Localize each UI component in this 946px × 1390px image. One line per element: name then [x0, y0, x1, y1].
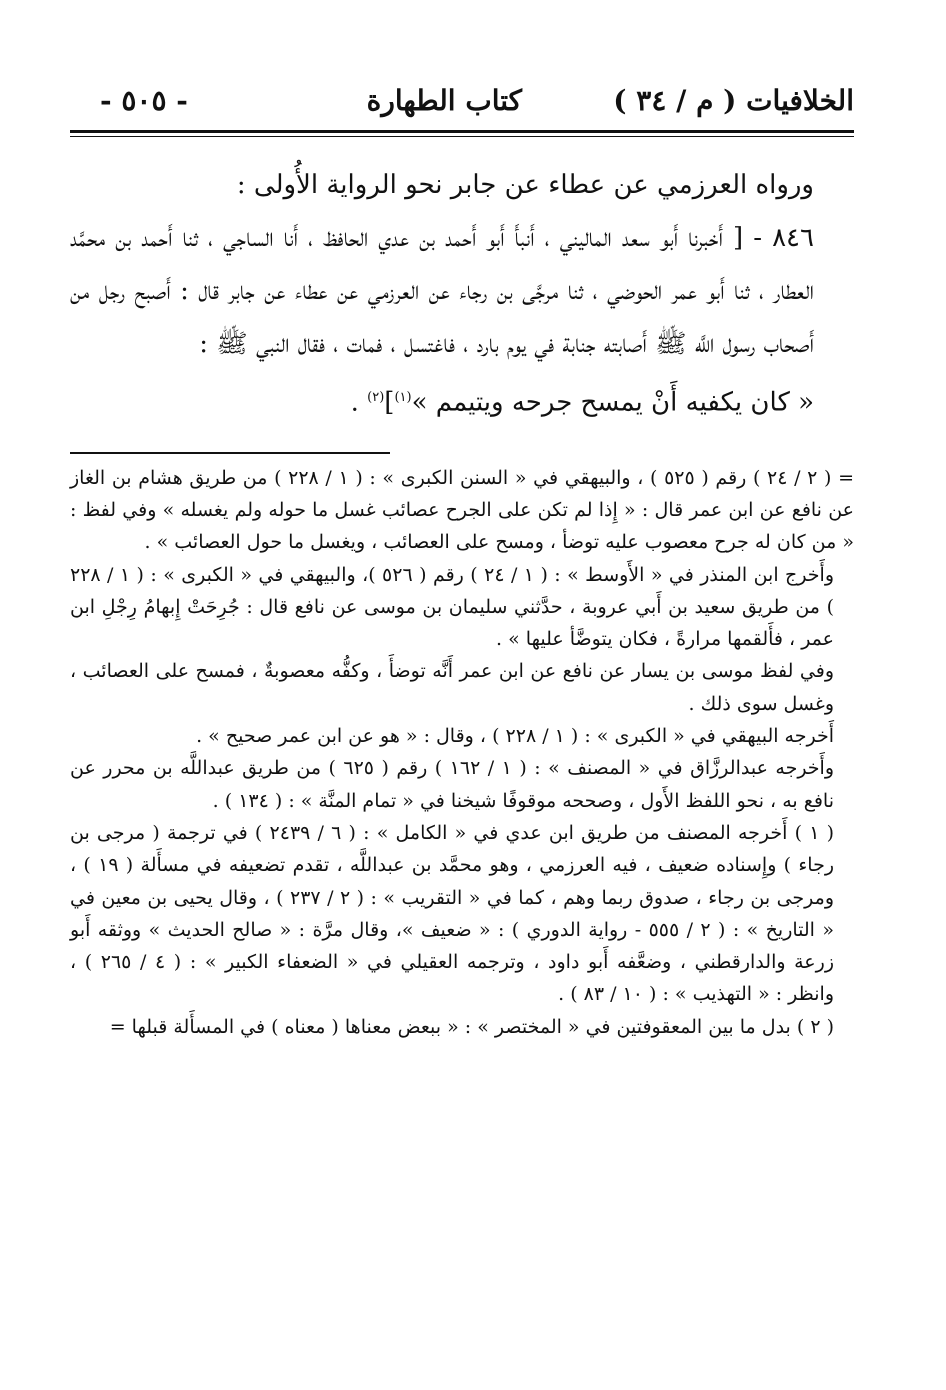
footnote-paragraph: وأَخرج ابن المنذر في « الأَوسط » : ( ١ / ٢٤ ) رقم ( ٥٢٦ )، والبيهقي في « الكبرى » : ( ١ / ٢٢٨ ) من طريق سعيد بن أَبي عروبة ، حدَّثني سليمان بن موسى عن نافع قال : جُرِحَتْ إِبهامُ رِجْلِ ابن عمر ، فأَلقمها مرارةً ، فكان يتوضَّأ عليها » .: [70, 563, 834, 651]
footnotes: [70, 462, 854, 1043]
running-title: الخلافيات ( م / ٣٤ ): [613, 84, 854, 117]
footnote-paragraph: وأَخرجه عبدالرزَّاق في « المصنف » : ( ١ / ١٦٢ ) رقم ( ٦٢٥ ) من طريق عبداللَّه بن محرر عن نافع به ، نحو اللفظ الأَول ، وصححه موقوفًا شيخنا في « تمام المنَّة » : ( ١٣٤ ) .: [70, 757, 834, 812]
page-number: - ٥٠٥ -: [100, 84, 188, 117]
footnote-paragraph: وفي لفظ موسى بن يسار عن نافع عن ابن عمر أَنَّه توضأَ ، وكفُّه معصوبةٌ ، فمسح على العصائب ، وغسل سوى ذلك .: [70, 660, 834, 715]
footnote-ref-2: (٢): [367, 390, 385, 405]
footnote-paragraph: أَخرجه البيهقي في « الكبرى » : ( ١ / ٢٢٨ ) ، وقال : « هو عن ابن عمر صحيح » .: [196, 725, 834, 748]
main-text: [70, 159, 854, 430]
hadith-paragraph: ٨٤٦ - [ أَخبرنا أَبو سعد الماليني ، أَنبأَ أَبو أَحمد بن عدي الحافظ ، أَنا الساجي ، ثنا أَحمد بن محمَّد العطار ، ثنا أَبو عمر الحوضي ، ثنا مرجَّى بن رجاء عن العرزمي عن عطاء عن جابر قال : أَصبح رجل من أَصحاب رسول اللَّه ﷺ أَصابته جنابة في يوم بارد ، فاغتسل ، فمات ، فقال النبي ﷺ :: [70, 223, 814, 359]
chapter-title: كتاب الطهارة: [366, 84, 522, 117]
hadith-quote: [70, 371, 854, 430]
footnote-2: ( ٢ ) بدل ما بين المعقوفتين في « المختصر » : « ببعض معناها ( معناه ) في المسأَلة قبلها =: [109, 1015, 834, 1038]
quote-text: « كان يكفيه أَنْ يمسح جرحه ويتيمم »: [411, 387, 814, 418]
page-header: [70, 80, 854, 124]
document-page: [70, 80, 854, 1320]
closing-bracket: ]: [384, 387, 395, 418]
footnote-separator: [70, 452, 390, 454]
main-paragraph: ورواه العرزمي عن عطاء عن جابر نحو الرواية الأُولى :: [236, 170, 814, 200]
footnote-ref-1: (١): [394, 390, 412, 405]
footnote-paragraph: = ( ٢ / ٢٤ ) رقم ( ٥٢٥ ) ، والبيهقي في « السنن الكبرى » : ( ١ / ٢٢٨ ) من طريق هشام بن الغاز عن نافع عن ابن عمر قال : « إِذا لم تكن على الجرح عصائب غسل ما حوله ولم يغسله » وفي لفظ : « من كان له جرح معصوب عليه توضأ ، ومسح على العصائب ، ويغسل ما حول العصائب » .: [70, 466, 854, 554]
header-rule: [70, 130, 854, 137]
quote-end: .: [350, 387, 368, 418]
footnote-1: ( ١ ) أَخرجه المصنف من طريق ابن عدي في « الكامل » : ( ٦ / ٢٤٣٩ ) في ترجمة ( مرجى بن رجاء ) وإِسناده ضعيف ، فيه العرزمي ، وهو محمَّد بن عبداللَّه ، تقدم تضعيفه في مسأَلة ( ١٩ ) ، ومرجى بن رجاء ، صدوق ربما وهم ، كما في « التقريب » : ( ٢ / ٢٣٧ ) ، وقال يحيى بن معين في « التاريخ » : ( ٢ / ٥٥٥ - رواية الدوري ) : « ضعيف »، وقال مرَّة : « صالح الحديث » ووثقه أَبو زرعة والدارقطني ، وضعَّفه أَبو داود ، وترجمه العقيلي في « الضعفاء الكبير » : ( ٤ / ٢٦٥ ) ، وانظر : « التهذيب » : ( ١٠ / ٨٣ ) .: [70, 821, 835, 1006]
